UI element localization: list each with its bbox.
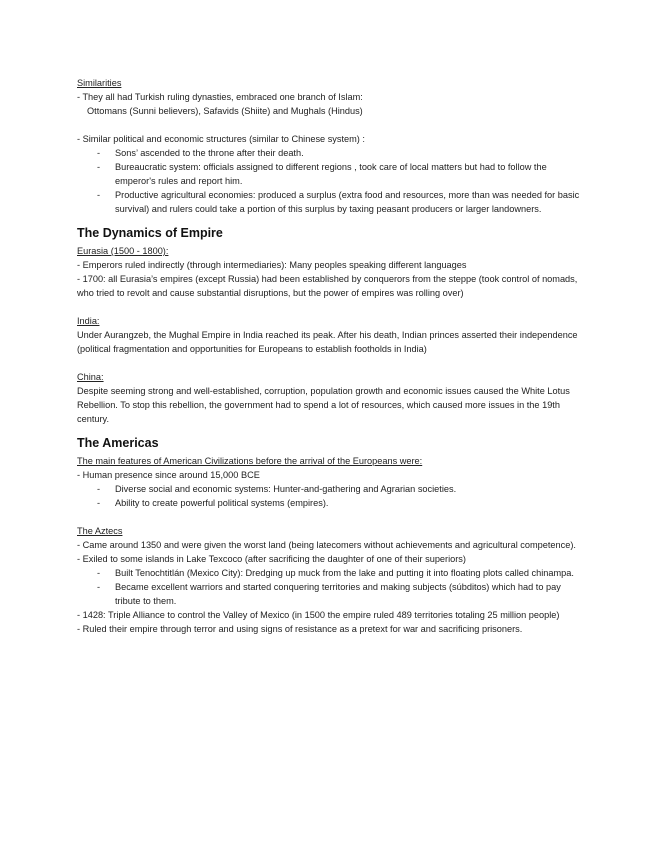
document-content bbox=[77, 76, 587, 636]
similarities-line-3: - Similar political and economic structures (similar to Chinese system) : bbox=[77, 134, 365, 144]
eurasia-title: Eurasia (1500 - 1800): bbox=[77, 246, 169, 256]
similarities-line-2: Ottomans (Sunni believers), Safavids (Shiite) and Mughals (Hindus) bbox=[87, 106, 363, 116]
dynamics-heading: The Dynamics of Empire bbox=[77, 226, 223, 240]
similarities-title: Similarities bbox=[77, 78, 122, 88]
aztecs-line-4: - Ruled their empire through terror and using signs of resistance as a pretext for war and sacrificing prisoners. bbox=[77, 624, 523, 634]
similarities-bullet: - Bureaucratic system: officials assigned to different regions , took care of local matters but had to follow the emperor's rules and report him. bbox=[77, 160, 587, 188]
americas-bullet: - Ability to create powerful political systems (empires). bbox=[77, 496, 587, 510]
americas-main-title: The main features of American Civilizations before the arrival of the Europeans were: bbox=[77, 456, 423, 466]
similarities-line-1: - They all had Turkish ruling dynasties, embraced one branch of Islam: bbox=[77, 92, 363, 102]
similarities-bullet: - Productive agricultural economies: produced a surplus (extra food and resources, more than was needed for basic survival) and rulers could take a portion of this surplus by taxing peasant producers or larger landowners. bbox=[77, 188, 587, 216]
similarities-bullet: - Sons’ ascended to the throne after their death. bbox=[77, 146, 587, 160]
americas-line-1: - Human presence since around 15,000 BCE bbox=[77, 470, 260, 480]
aztecs-title: The Aztecs bbox=[77, 526, 123, 536]
india-title: India: bbox=[77, 316, 100, 326]
aztecs-bullet: - Built Tenochtitlán (Mexico City): Dredging up muck from the lake and putting it into floating plots called chinampa. bbox=[77, 566, 587, 580]
china-title: China: bbox=[77, 372, 104, 382]
americas-bullet: - Diverse social and economic systems: Hunter-and-gathering and Agrarian societies. bbox=[77, 482, 587, 496]
aztecs-line-1: - Came around 1350 and were given the worst land (being latecomers without achievements and agricultural competence). bbox=[77, 540, 576, 550]
americas-heading: The Americas bbox=[77, 436, 159, 450]
aztecs-line-3: - 1428: Triple Alliance to control the Valley of Mexico (in 1500 the empire ruled 489 territories totaling 25 million people) bbox=[77, 610, 560, 620]
eurasia-line-2: - 1700: all Eurasia’s empires (except Russia) had been established by conquerors from the steppe (took control of nomads, who tried to revolt and cause substantial disruptions, but the power of empires was rolling over) bbox=[77, 274, 578, 298]
china-text: Despite seeming strong and well-established, corruption, population growth and economic issues caused the White Lotus Rebellion. To stop this rebellion, the government had to spend a lot of resources, which caused more issues in the 19th century. bbox=[77, 386, 570, 424]
aztecs-line-2: - Exiled to some islands in Lake Texcoco (after sacrificing the daughter of one of their superiors) bbox=[77, 554, 466, 564]
eurasia-line-1: - Emperors ruled indirectly (through intermediaries): Many peoples speaking different languages bbox=[77, 260, 467, 270]
aztecs-bullet: - Became excellent warriors and started conquering territories and making subjects (súbditos) which had to pay tribute to them. bbox=[77, 580, 587, 608]
india-text: Under Aurangzeb, the Mughal Empire in India reached its peak. After his death, Indian princes asserted their independence (political fragmentation and opportunities for Europeans to establish footholds in India) bbox=[77, 330, 578, 354]
